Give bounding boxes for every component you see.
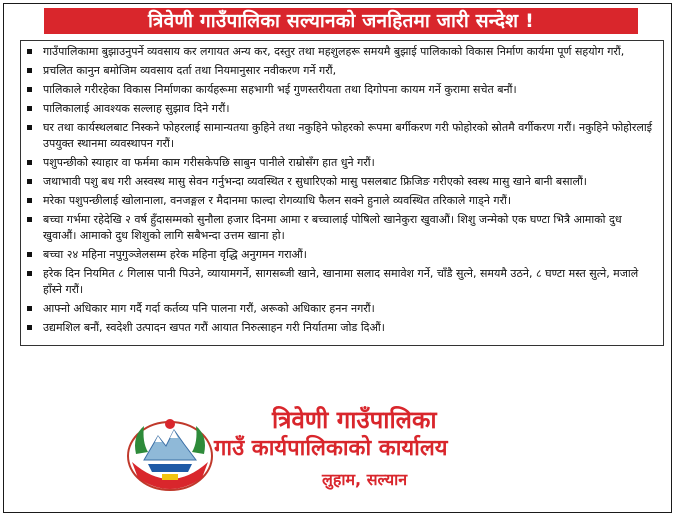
notice-text: जथाभावी पशु बध गरी अस्वस्थ मासु सेवन गर्नुभन्दा व्यवस्थित र सुधारिएको मासु पसलबाट फ्रिजिङ गरीएको स्वस्थ मासु खाने बानी बसालौं। xyxy=(43,175,587,188)
bullet-icon xyxy=(27,179,32,184)
notice-text: गाउँपालिकामा बुझाउनुपर्ने व्यवसाय कर लगायत अन्य कर, दस्तुर तथा महशुलहरू समयमै बुझाई पालिकाको विकास निर्माण कार्यमा पूर्ण सहयोग गरौं, xyxy=(43,45,625,58)
notice-text: पशुपन्छीको स्याहार वा फर्ममा काम गरीसकेपछि साबुन पानीले राम्रोसँग हात धुने गरौं। xyxy=(43,156,375,169)
municipality-name: त्रिवेणी गाउँपालिका xyxy=(272,406,437,434)
list-item xyxy=(27,174,655,190)
notice-text: आफ्नो अधिकार माग गर्दै गर्दा कर्तव्य पनि पालना गरौं, अरूको अधिकार हनन नगरौं। xyxy=(43,302,375,315)
list-item xyxy=(27,82,655,98)
notice-text: बच्चा २४ महिना नपुगुञ्जेलसम्म हरेक महिना वृद्धि अनुगमन गराऔं। xyxy=(43,248,307,261)
notice-text: पालिकालाई आवश्यक सल्लाह सुझाव दिने गरौं। xyxy=(43,102,230,115)
list-item xyxy=(27,212,655,244)
bullet-icon xyxy=(27,325,32,330)
list-item xyxy=(27,320,655,336)
banner-title: त्रिवेणी गाउँपालिका सल्यानको जनहितमा जारी सन्देश ! xyxy=(44,8,638,34)
bullet-icon xyxy=(27,306,32,311)
nepal-emblem-icon xyxy=(122,412,218,494)
list-item xyxy=(27,120,655,152)
list-item xyxy=(27,63,655,79)
notice-text: उद्यमशिल बनौं, स्वदेशी उत्पादन खपत गरौं आयात निरुत्साहन गरी निर्यातमा जोड दिऔं। xyxy=(43,321,385,334)
list-item xyxy=(27,247,655,263)
bullet-icon xyxy=(27,49,32,54)
notice-text: हरेक दिन नियमित ८ गिलास पानी पिउने, व्यायामगर्ने, सागसब्जी खाने, खानामा सलाद समावेश गर्ने, चाँडै सुत्ने, समयमै उठने, ८ घण्टा मस्त सुत्ने, मजाले हाँस्ने गरौं। xyxy=(43,267,639,296)
list-item xyxy=(27,101,655,117)
list-item xyxy=(27,44,655,60)
bullet-icon xyxy=(27,198,32,203)
office-location: लुहाम, सल्यान xyxy=(322,470,408,489)
notice-text: प्रचलित कानुन बमोजिम व्यवसाय दर्ता तथा नियमानुसार नवीकरण गर्ने गरौं, xyxy=(43,64,337,77)
notice-text: मरेका पशुपन्छीलाई खोलानाला, वनजङ्गल र मैदानमा फाल्दा रोगव्याधि फैलन सक्ने हुनाले व्यवस्थित तरिकाले गाड्ने गरौं। xyxy=(43,194,512,207)
list-item xyxy=(27,155,655,171)
notice-list xyxy=(27,44,655,336)
bullet-icon xyxy=(27,106,32,111)
notice-text: पालिकाले गरीरहेका विकास निर्माणका कार्यहरूमा सहभागी भई गुणस्तरीयता तथा दिगोपना कायम गर्ने कुरामा सचेत बनौं। xyxy=(43,83,517,96)
bullet-icon xyxy=(27,68,32,73)
bullet-icon xyxy=(27,87,32,92)
list-item xyxy=(27,266,655,298)
notice-text: बच्चा गर्भमा रहेदेखि २ वर्ष हुँदासम्मको सुनौला हजार दिनमा आमा र बच्चालाई पोषिलो खानेकुरा खुवाऔं। शिशु जन्मेको एक घण्टा भित्रै आमाको दुध खुवाऔं। आमाको दुध शिशुको लागि सबैभन्दा उत्तम खाना हो। xyxy=(43,213,622,242)
notice-text: घर तथा कार्यस्थलबाट निस्कने फोहरलाई सामान्यतया कुहिने तथा नकुहिने फोहरको रूपमा बर्गीकरण गरी फोहोरको स्रोतमै वर्गीकरण गरौं। नकुहिने फोहोरलाई उपयुक्त स्थानमा व्यवस्थापन गरौं। xyxy=(43,121,653,150)
bullet-icon xyxy=(27,217,32,222)
list-item xyxy=(27,193,655,209)
bullet-icon xyxy=(27,125,32,130)
bullet-icon xyxy=(27,160,32,165)
list-item xyxy=(27,301,655,317)
bullet-icon xyxy=(27,271,32,276)
notice-box xyxy=(20,40,664,346)
bullet-icon xyxy=(27,252,32,257)
office-name: गाउँ कार्यपालिकाको कार्यालय xyxy=(214,436,448,461)
notice-frame xyxy=(3,3,672,513)
